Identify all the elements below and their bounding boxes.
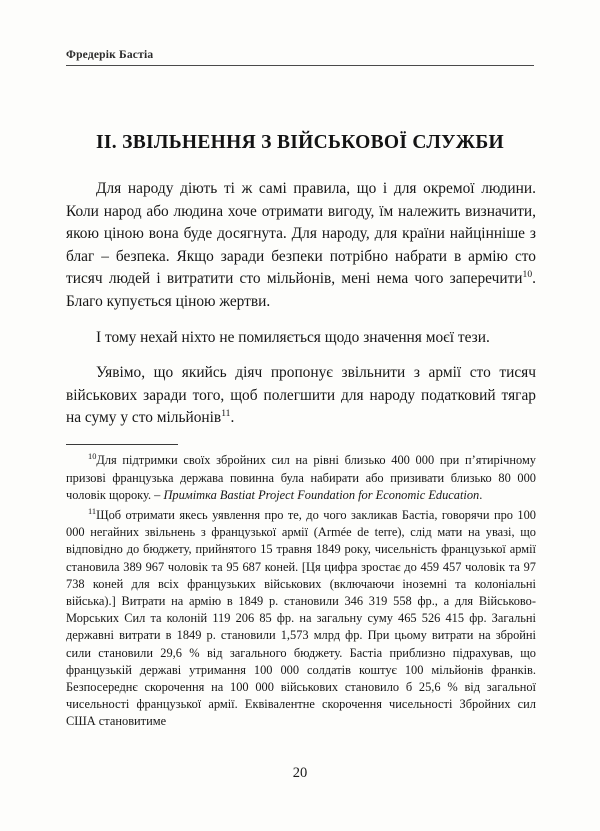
footnote-ref-10[interactable]: 10	[522, 269, 533, 281]
paragraph-3-text: Уявімо, що якийсь діяч пропонує звільнити з армії сто тисяч військових заради того, щоб полегшити для народу податковий тягар на суму у сто мільйонів	[66, 364, 536, 427]
footnote-area	[66, 444, 536, 734]
chapter-title: II. ЗВІЛЬНЕННЯ З ВІЙСЬКОВОЇ СЛУЖБИ	[95, 132, 505, 153]
page-number: 20	[292, 765, 308, 781]
footnote-separator-rule	[66, 444, 178, 445]
footnote-10-attribution: Примітка Bastiat Project Foundation for Economic Education	[163, 487, 480, 502]
paragraph-3-text-tail: .	[230, 409, 235, 427]
paragraph-1-text: Для народу діють ті ж самі правила, що і для окремої людини. Коли народ або людина хоче отримати вигоду, їм належить визначити, якою ціною вона буде досягнута. Для народу, для країни найцінніше з благ – безпека. Якщо заради безпеки потрібно набрати в армію сто тисяч людей і витратити сто мільйонів, мені нема чого заперечити	[66, 180, 536, 288]
body-text	[66, 178, 536, 443]
footnote-10-marker: 10	[88, 452, 97, 462]
running-header	[66, 48, 534, 66]
footnote-ref-11[interactable]: 11	[221, 408, 231, 420]
paragraph-1	[66, 178, 536, 314]
footnote-10-text-tail: .	[479, 487, 483, 502]
footnote-11-text: Щоб отримати якесь уявлення про те, до чого закликав Бастіа, говорячи про 100 000 негайних звільнень з французької армії (Armée de terre), слід мати на увазі, що відповідно до бюджету, прийнятого 15 травня 1849 року, чисельність французької армії становила 389 967 чоловік та 95 687 коней. [Ця цифра зростає до 459 457 чоловік та 97 738 коней для всіх французьких військових (включаючи іноземні та колоніальні війська).] Витрати на армію в 1849 р. становили 346 319 558 фр., а для Військово-Морських Сил та колоній 119 206 85 фр. на загальну суму 465 526 415 фр. Загальні державні витрати в 1849 р. становили 1,573 млрд фр. При цьому витрати на збройні сили становили 29,6 % від загального бюджету. Бастіа приблизно підрахував, що французькій державі утримання 100 000 солдатів коштує 100 мільйонів франків. Безпосереднє скорочення на 100 000 військових становило б 25,6 % від загальної чисельності французької армії. Еквівалентне скорочення чисельності Збройних сил США становитиме	[66, 508, 536, 729]
paragraph-1-text-tail: . Благо купується ціною жертви.	[66, 270, 536, 310]
paragraph-2	[66, 327, 536, 350]
footnote-10	[66, 452, 536, 504]
paragraph-3	[66, 362, 536, 430]
header-rule	[66, 65, 534, 66]
footnote-11-marker: 11	[88, 506, 97, 516]
running-header-text: Фредерік Бастіа	[66, 49, 154, 61]
paragraph-2-text: І тому нехай ніхто не помиляється щодо значення моєї тези.	[96, 328, 490, 346]
footnote-10-text: Для підтримки своїх збройних сил на рівні близько 400 000 при п’ятирічному призові французька держава повинна була набирати або призивати близько 80 000 чоловік щороку. –	[66, 453, 536, 502]
footnote-11	[66, 507, 536, 731]
